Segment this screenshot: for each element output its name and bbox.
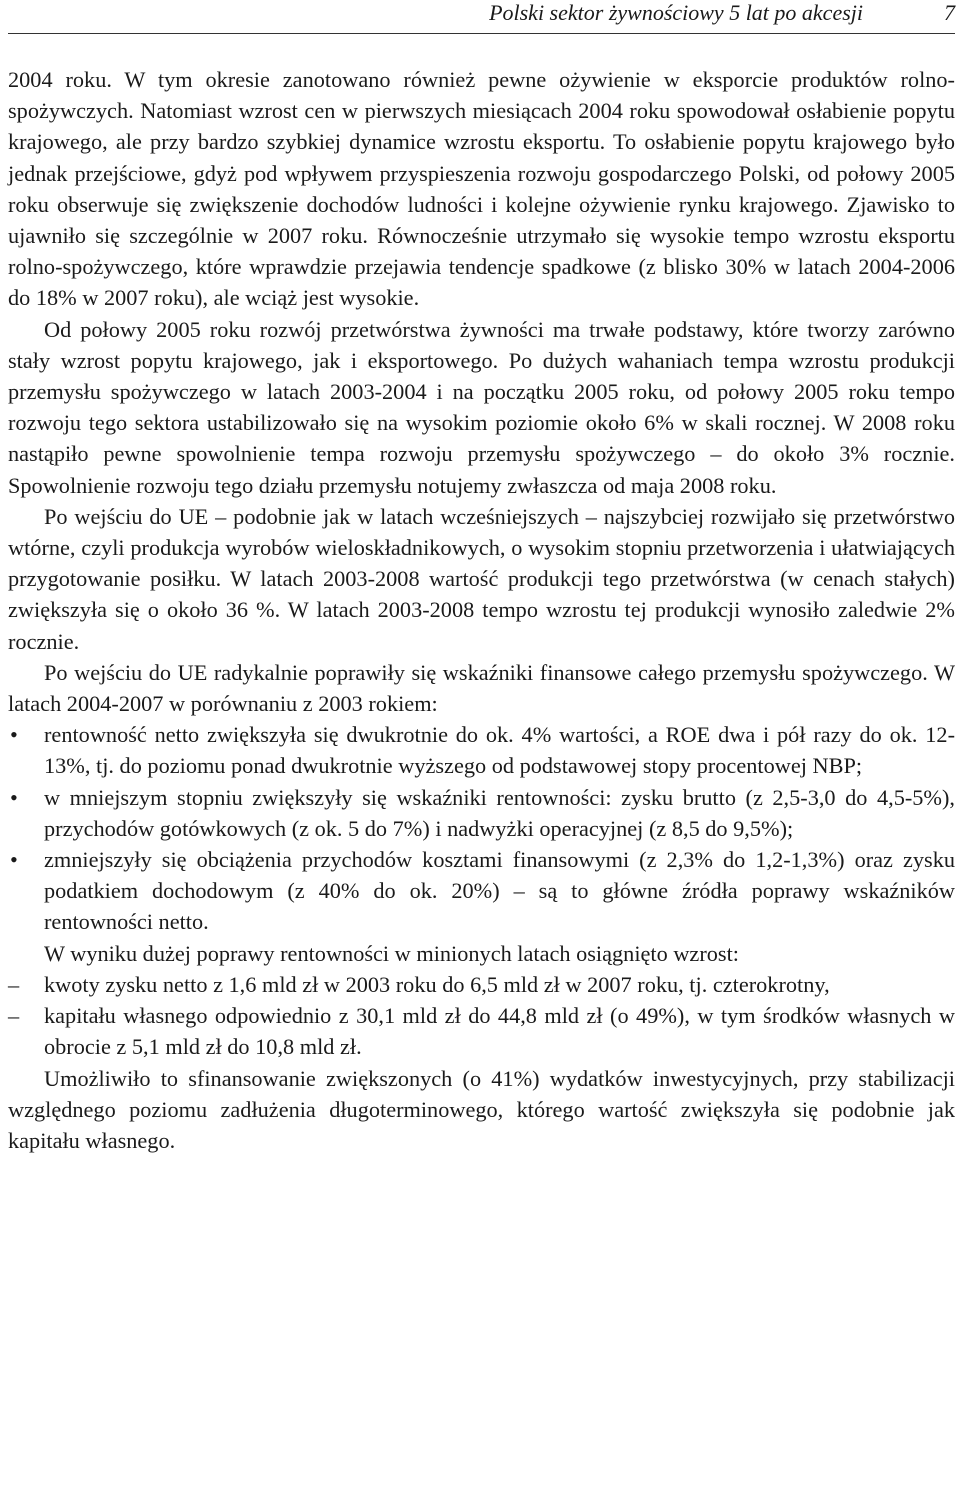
document-page [8, 0, 955, 1156]
dash-marker: – [8, 971, 20, 997]
list-item [8, 1000, 955, 1062]
paragraph-1: 2004 roku. W tym okresie zanotowano również pewne ożywienie w eksporcie produktów rolno-spożywczych. Natomiast wzrost cen w pierwszych miesiącach 2004 roku spowodował osłabienie popytu krajowego, ale przy bardzo szybkiej dynamice wzrostu eksportu. To osłabienie popytu krajowego było jednak przejściowe, gdyż pod wpływem przyspieszenia rozwoju gospodarczego Polski, od połowy 2005 roku obserwuje się zwiększenie dochodów ludności i kolejne ożywienie rynku krajowego. Zjawisko to ujawniło się szczególnie w 2007 roku. Równocześnie utrzymało się wysokie tempo wzrostu eksportu rolno-spożywczego, które wprawdzie przejawia tendencje spadkowe (z blisko 30% w latach 2004-2006 do 18% w 2007 roku), ale wciąż jest wysokie. [8, 67, 955, 311]
list-item-text: zmniejszyły się obciążenia przychodów kosztami finansowymi (z 2,3% do 1,2-1,3%) oraz zysku podatkiem dochodowym (z 40% do ok. 20%) – są to główne źródła poprawy wskaźników rentowności netto. [44, 847, 955, 935]
page-number: 7 [944, 0, 955, 25]
bullet-list [8, 719, 955, 937]
paragraph-2: Od połowy 2005 roku rozwój przetwórstwa żywności ma trwałe podstawy, które tworzy zarówno stały wzrost popytu krajowego, jak i eksportowego. Po dużych wahaniach tempa wzrostu produkcji przemysłu spożywczego w latach 2003-2004 i na początku 2005 roku, od połowy 2005 roku tempo rozwoju tego sektora ustabilizowało się na wysokim poziomie około 6% w skali rocznej. W 2008 roku nastąpiło pewne spowolnienie tempa rozwoju przemysłu spożywczego – do około 3% rocznie. Spowolnienie rozwoju tego działu przemysłu notujemy zwłaszcza od maja 2008 roku. [8, 316, 955, 498]
running-header [8, 0, 955, 34]
dash-marker: – [8, 1003, 20, 1029]
paragraph-3: Po wejściu do UE – podobnie jak w latach wcześniejszych – najszybciej rozwijało się przetwórstwo wtórne, czyli produkcja wyrobów wieloskładnikowych, o wysokim stopniu przetworzenia i ułatwiających przygotowanie posiłku. W latach 2003-2008 wartość produkcji tego przetwórstwa (w cenach stałych) zwiększyła się o około 36 %. W latach 2003-2008 tempo wzrostu tej produkcji wynosiło zaledwie 2% rocznie. [8, 503, 955, 654]
body-text [8, 64, 955, 1156]
list-item-text: rentowność netto zwiększyła się dwukrotnie do ok. 4% wartości, a ROE dwa i pół razy do ok. 12-13%, tj. do poziomu ponad dwukrotnie wyższego od podstawowej stopy procentowej NBP; [44, 722, 955, 779]
list-item [8, 719, 955, 781]
paragraph-5: W wyniku dużej poprawy rentowności w minionych latach osiągnięto wzrost: [44, 940, 739, 966]
list-item-text: kwoty zysku netto z 1,6 mld zł w 2003 roku do 6,5 mld zł w 2007 roku, tj. czterokrotny, [44, 971, 830, 997]
list-item-text: kapitału własnego odpowiednio z 30,1 mld zł do 44,8 mld zł (o 49%), w tym środków własnych w obrocie z 5,1 mld zł do 10,8 mld zł. [44, 1003, 955, 1060]
list-item [8, 782, 955, 844]
paragraph-4: Po wejściu do UE radykalnie poprawiły się wskaźniki finansowe całego przemysłu spożywczego. W latach 2004-2007 w porównaniu z 2003 rokiem: [8, 659, 955, 717]
running-header-title: Polski sektor żywnościowy 5 lat po akcesji [489, 0, 863, 25]
dash-list [8, 969, 955, 1063]
paragraph-6: Umożliwiło to sfinansowanie zwiększonych (o 41%) wydatków inwestycyjnych, przy stabilizacji względnego poziomu zadłużenia długoterminowego, którego wartość zwiększyła się podobnie jak kapitału własnego. [8, 1065, 955, 1153]
list-item-text: w mniejszym stopniu zwiększyły się wskaźniki rentowności: zysku brutto (z 2,5-3,0 do 4,5-5%), przychodów gotówkowych (z ok. 5 do 7%) i nadwyżki operacyjnej (z 8,5 do 9,5%); [44, 784, 955, 841]
bullet-marker: • [10, 847, 18, 873]
list-item [8, 844, 955, 938]
list-item [8, 969, 955, 1000]
bullet-marker: • [10, 722, 18, 748]
bullet-marker: • [10, 784, 18, 810]
